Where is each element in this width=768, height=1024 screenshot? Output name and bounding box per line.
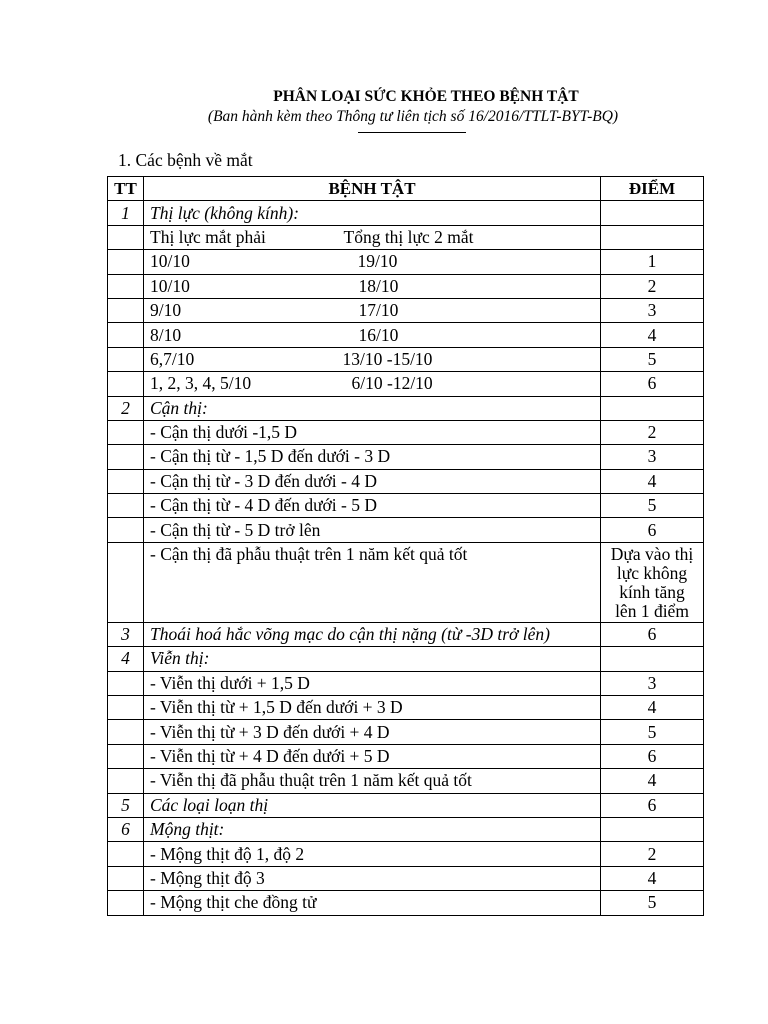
table-row [108,769,704,793]
score-value: 1 [601,250,704,274]
row-number: 1 [108,201,144,225]
disease-cell [144,298,601,322]
right-eye-acuity: 6,7/10 [150,348,195,369]
score-cell [601,201,704,225]
score-cell [601,542,704,622]
row-number-cell [108,469,144,493]
table-row [108,720,704,744]
disease-text: - Viễn thị từ + 3 D đến dưới + 4 D [144,720,601,744]
right-eye-acuity: 10/10 [150,275,190,296]
table-row [108,494,704,518]
disease-text: - Mộng thịt độ 3 [144,866,601,890]
score-value: 3 [601,298,704,322]
title-divider [358,132,466,133]
table-header-row [108,177,704,201]
row-number-cell [108,323,144,347]
disease-score-table [107,176,704,916]
disease-text: - Mộng thịt độ 1, độ 2 [144,842,601,866]
table-row [108,696,704,720]
row-number-cell [108,298,144,322]
row-number-cell [108,372,144,396]
score-value: 4 [601,323,704,347]
disease-cell [144,250,601,274]
table-row [108,323,704,347]
table-row-group [108,647,704,671]
header-tt: TT [108,177,144,201]
row-number: 3 [108,622,144,646]
disease-cell [144,274,601,298]
disease-cell [144,372,601,396]
disease-group-label: Cận thị: [144,396,601,420]
disease-text: - Viễn thị đã phẫu thuật trên 1 năm kết quả tốt [144,769,601,793]
row-number-cell [108,769,144,793]
page-title: PHÂN LOẠI SỨC KHỎE THEO BỆNH TẬT [273,88,579,105]
table-row-group [108,793,704,817]
row-number-cell [108,696,144,720]
disease-text: - Cận thị từ - 3 D đến dưới - 4 D [144,469,601,493]
table-row [108,347,704,371]
score-value: 6 [601,622,704,646]
both-eyes-acuity: 18/10 [358,275,399,296]
score-note: Dựa vào thị lực không kính tăng lên 1 điểm [610,544,694,622]
score-cell [601,225,704,249]
table-row [108,250,704,274]
score-value: 3 [601,671,704,695]
row-number-cell [108,744,144,768]
right-eye-acuity: 8/10 [150,324,182,345]
score-value: 4 [601,769,704,793]
score-value: 4 [601,469,704,493]
score-value: 6 [601,518,704,542]
score-cell [601,647,704,671]
score-value: 6 [601,793,704,817]
both-eyes-acuity: Tổng thị lực 2 mắt [343,226,474,247]
score-value: 3 [601,445,704,469]
score-value: 6 [601,744,704,768]
disease-text: - Cận thị từ - 1,5 D đến dưới - 3 D [144,445,601,469]
row-number-cell [108,891,144,915]
table-row-group [108,396,704,420]
score-value: 5 [601,494,704,518]
row-number-cell [108,494,144,518]
table-row [108,866,704,890]
score-value: 2 [601,274,704,298]
score-value: 5 [601,720,704,744]
disease-cell [144,323,601,347]
disease-cell [144,347,601,371]
both-eyes-acuity: 17/10 [358,300,399,321]
table-row [108,372,704,396]
table-row [108,842,704,866]
disease-text: - Viễn thị dưới + 1,5 D [144,671,601,695]
table-row-group [108,817,704,841]
disease-group-label: Các loại loạn thị [144,793,601,817]
table-row [108,671,704,695]
table-row-group [108,201,704,225]
row-number-cell [108,445,144,469]
row-number-cell [108,274,144,298]
disease-cell [144,225,601,249]
row-number-cell [108,720,144,744]
score-cell [601,396,704,420]
disease-text: - Viễn thị từ + 1,5 D đến dưới + 3 D [144,696,601,720]
disease-text: - Cận thị từ - 4 D đến dưới - 5 D [144,494,601,518]
disease-text: - Viễn thị từ + 4 D đến dưới + 5 D [144,744,601,768]
both-eyes-acuity: 6/10 -12/10 [351,373,433,394]
row-number-cell [108,420,144,444]
row-number-cell [108,542,144,622]
row-number-cell [108,347,144,371]
score-value: 2 [601,420,704,444]
disease-text: - Cận thị dưới -1,5 D [144,420,601,444]
both-eyes-acuity: 13/10 -15/10 [342,348,433,369]
table-row [108,469,704,493]
row-number: 2 [108,396,144,420]
right-eye-acuity: Thị lực mắt phải [150,226,266,247]
row-number-cell [108,671,144,695]
row-number-cell [108,842,144,866]
header-score: ĐIỂM [601,177,704,201]
score-value: 4 [601,696,704,720]
row-number-cell [108,250,144,274]
both-eyes-acuity: 19/10 [357,251,398,272]
row-number-cell [108,225,144,249]
table-row [108,274,704,298]
disease-text: - Cận thị đã phẫu thuật trên 1 năm kết quả tốt [144,542,601,622]
page-subtitle: (Ban hành kèm theo Thông tư liên tịch số 16/2016/TTLT-BYT-BQ) [207,108,619,125]
table-row [108,744,704,768]
row-number-cell [108,866,144,890]
disease-group-label: Thị lực (không kính): [144,201,601,225]
score-value: 4 [601,866,704,890]
score-value: 2 [601,842,704,866]
table-row [108,518,704,542]
table-row [108,542,704,622]
header-disease: BỆNH TẬT [144,177,601,201]
disease-group-label: Thoái hoá hắc võng mạc do cận thị nặng (từ -3D trở lên) [144,622,601,646]
table-row [108,298,704,322]
score-value: 5 [601,347,704,371]
score-value: 6 [601,372,704,396]
disease-text: - Cận thị từ - 5 D trở lên [144,518,601,542]
score-cell [601,817,704,841]
table-row [108,445,704,469]
both-eyes-acuity: 16/10 [358,324,399,345]
row-number-cell [108,518,144,542]
row-number: 5 [108,793,144,817]
row-number: 6 [108,817,144,841]
score-value: 5 [601,891,704,915]
right-eye-acuity: 10/10 [150,251,190,272]
table-row [108,420,704,444]
section-heading: 1. Các bệnh về mắt [118,150,253,170]
table-row [108,225,704,249]
right-eye-acuity: 9/10 [150,300,182,321]
table-row-group [108,622,704,646]
table-row [108,891,704,915]
row-number: 4 [108,647,144,671]
right-eye-acuity: 1, 2, 3, 4, 5/10 [150,373,252,394]
disease-text: - Mộng thịt che đồng tử [144,891,601,915]
disease-group-label: Mộng thịt: [144,817,601,841]
disease-group-label: Viễn thị: [144,647,601,671]
